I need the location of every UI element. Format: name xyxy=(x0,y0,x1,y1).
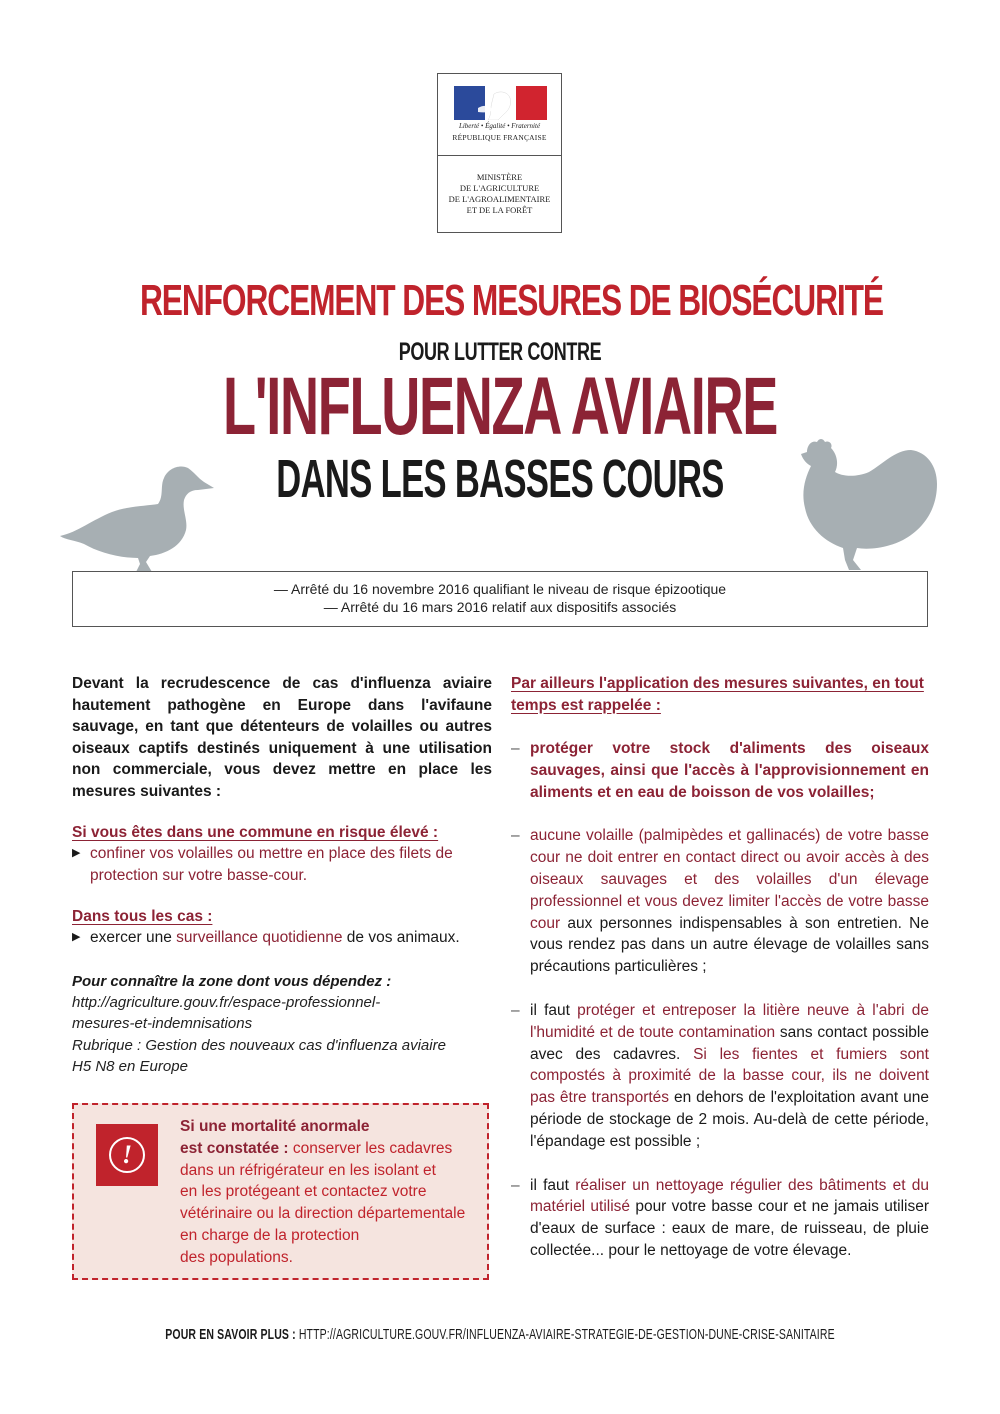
footer xyxy=(150,1326,850,1343)
marianne-flag-icon xyxy=(454,86,547,120)
list-item xyxy=(511,1000,929,1153)
right-column xyxy=(511,673,929,1262)
dash-bullet: – xyxy=(511,1176,520,1194)
logo-divider xyxy=(438,155,561,156)
title-line-3: L'INFLUENZA AVIAIRE xyxy=(222,361,778,452)
measure-litter: il faut protéger et entreposer la litière neuve à l'abri de l'humidité et de toute contamination sans contact possible avec des cadavres. Si les fientes et fumiers sont compostés à proximité de la basse cour, ils ne doivent pas être transportés en dehors de l'exploitation avant une période de stockage de 2 mois. Au-delà de cette période, l'épandage est possible ; xyxy=(530,1001,929,1150)
measure-no-contact: aucune volaille (palmipèdes et gallinacés) de votre basse cour ne doit entrer en contact direct ou avoir accès à des oiseaux sauvages et des volailles d'un élevage professionnel et vous devez limiter l'accès de votre basse cour aux personnes indispensables à son entretien. Ne vous rendez pas dans un autre élevage de volailles sans précautions particulières ; xyxy=(530,827,929,976)
triangle-bullet-icon: ▶ xyxy=(72,931,81,943)
republic-name: RÉPUBLIQUE FRANÇAISE xyxy=(452,133,547,142)
measure-cleaning: il faut réaliser un nettoyage régulier des bâtiments et du matériel utilisé pour votre basse cour et ne jamais utiliser d'eaux de surface : eaux de mare, de ruisseau, de pluie collectée... pour le nettoyage de votre élevage. xyxy=(530,1176,930,1259)
decree-line: — Arrêté du 16 mars 2016 relatif aux dispositifs associés xyxy=(323,599,677,615)
warning-icon: ! xyxy=(96,1124,158,1186)
republic-motto: Liberté • Égalité • Fraternité xyxy=(458,122,541,130)
zone-rubric: Rubrique : Gestion des nouveaux cas d'influenza aviaire H5 N8 en Europe xyxy=(72,1036,446,1075)
hen-silhouette-icon xyxy=(795,436,940,576)
footer-label: POUR EN SAVOIR PLUS : xyxy=(165,1326,299,1343)
dash-bullet: – xyxy=(511,1001,520,1019)
triangle-bullet-icon: ▶ xyxy=(72,847,81,859)
ministry-name: MINISTÈRE DE L'AGRICULTURE DE L'AGROALIMENTAIRE ET DE LA FORÊT xyxy=(448,172,551,215)
title-line-4: DANS LES BASSES COURS xyxy=(276,449,724,509)
all-cases-measure: exercer une surveillance quotidienne de vos animaux. xyxy=(90,929,460,946)
all-cases-heading: Dans tous les cas : xyxy=(72,908,213,925)
intro-paragraph: Devant la recrudescence de cas d'influenza aviaire hautement pathogène en Europe dans l'avifaune sauvage, en tant que détenteurs de volailles ou autres oiseaux captifs destinés uniquement à une utilisation non commerciale, vous devez mettre en place les mesures suivantes : xyxy=(72,675,492,800)
list-item xyxy=(511,825,929,978)
title-line-1: RENFORCEMENT DES MESURES DE BIOSÉCURITÉ xyxy=(140,276,883,325)
ministry-logo xyxy=(437,73,562,233)
list-item xyxy=(72,843,492,886)
title-line-2: POUR LUTTER CONTRE xyxy=(398,338,602,366)
decrees-box xyxy=(72,571,928,627)
measure-feed-stock: protéger votre stock d'aliments des oiseaux sauvages, ainsi que l'accès à l'approvisionnement en aliments et en eau de boisson de vos volailles; xyxy=(530,740,929,801)
decree-line: — Arrêté du 16 novembre 2016 qualifiant le niveau de risque épizootique xyxy=(273,581,727,597)
duck-silhouette-icon xyxy=(58,460,218,580)
list-item xyxy=(511,738,929,803)
zone-url[interactable]: http://agriculture.gouv.fr/espace-professionnel- mesures-et-indemnisations xyxy=(72,993,381,1032)
mortality-alert-box xyxy=(72,1103,489,1280)
left-column xyxy=(72,673,492,1078)
list-item xyxy=(72,927,492,949)
right-heading: Par ailleurs l'application des mesures suivantes, en tout temps est rappelée : xyxy=(511,675,924,714)
list-item xyxy=(511,1175,929,1262)
alert-text: Si une mortalité anormale est constatée : conserver les cadavres dans un réfrigérateur en les isolant et en les protégeant et contactez votre vétérinaire ou la direction départementale en charge de la protection des populations. xyxy=(180,1118,466,1266)
dash-bullet: – xyxy=(511,827,520,845)
high-risk-measure: confiner vos volailles ou mettre en place des filets de protection sur votre basse-cour. xyxy=(90,845,453,884)
high-risk-heading: Si vous êtes dans une commune en risque élevé : xyxy=(72,824,439,841)
dash-bullet: – xyxy=(511,740,520,757)
footer-link[interactable]: HTTP://AGRICULTURE.GOUV.FR/INFLUENZA-AVIAIRE-STRATEGIE-DE-GESTION-DUNE-CRISE-SANITAIRE xyxy=(298,1326,835,1343)
zone-heading: Pour connaître la zone dont vous dépendez : xyxy=(72,972,392,990)
